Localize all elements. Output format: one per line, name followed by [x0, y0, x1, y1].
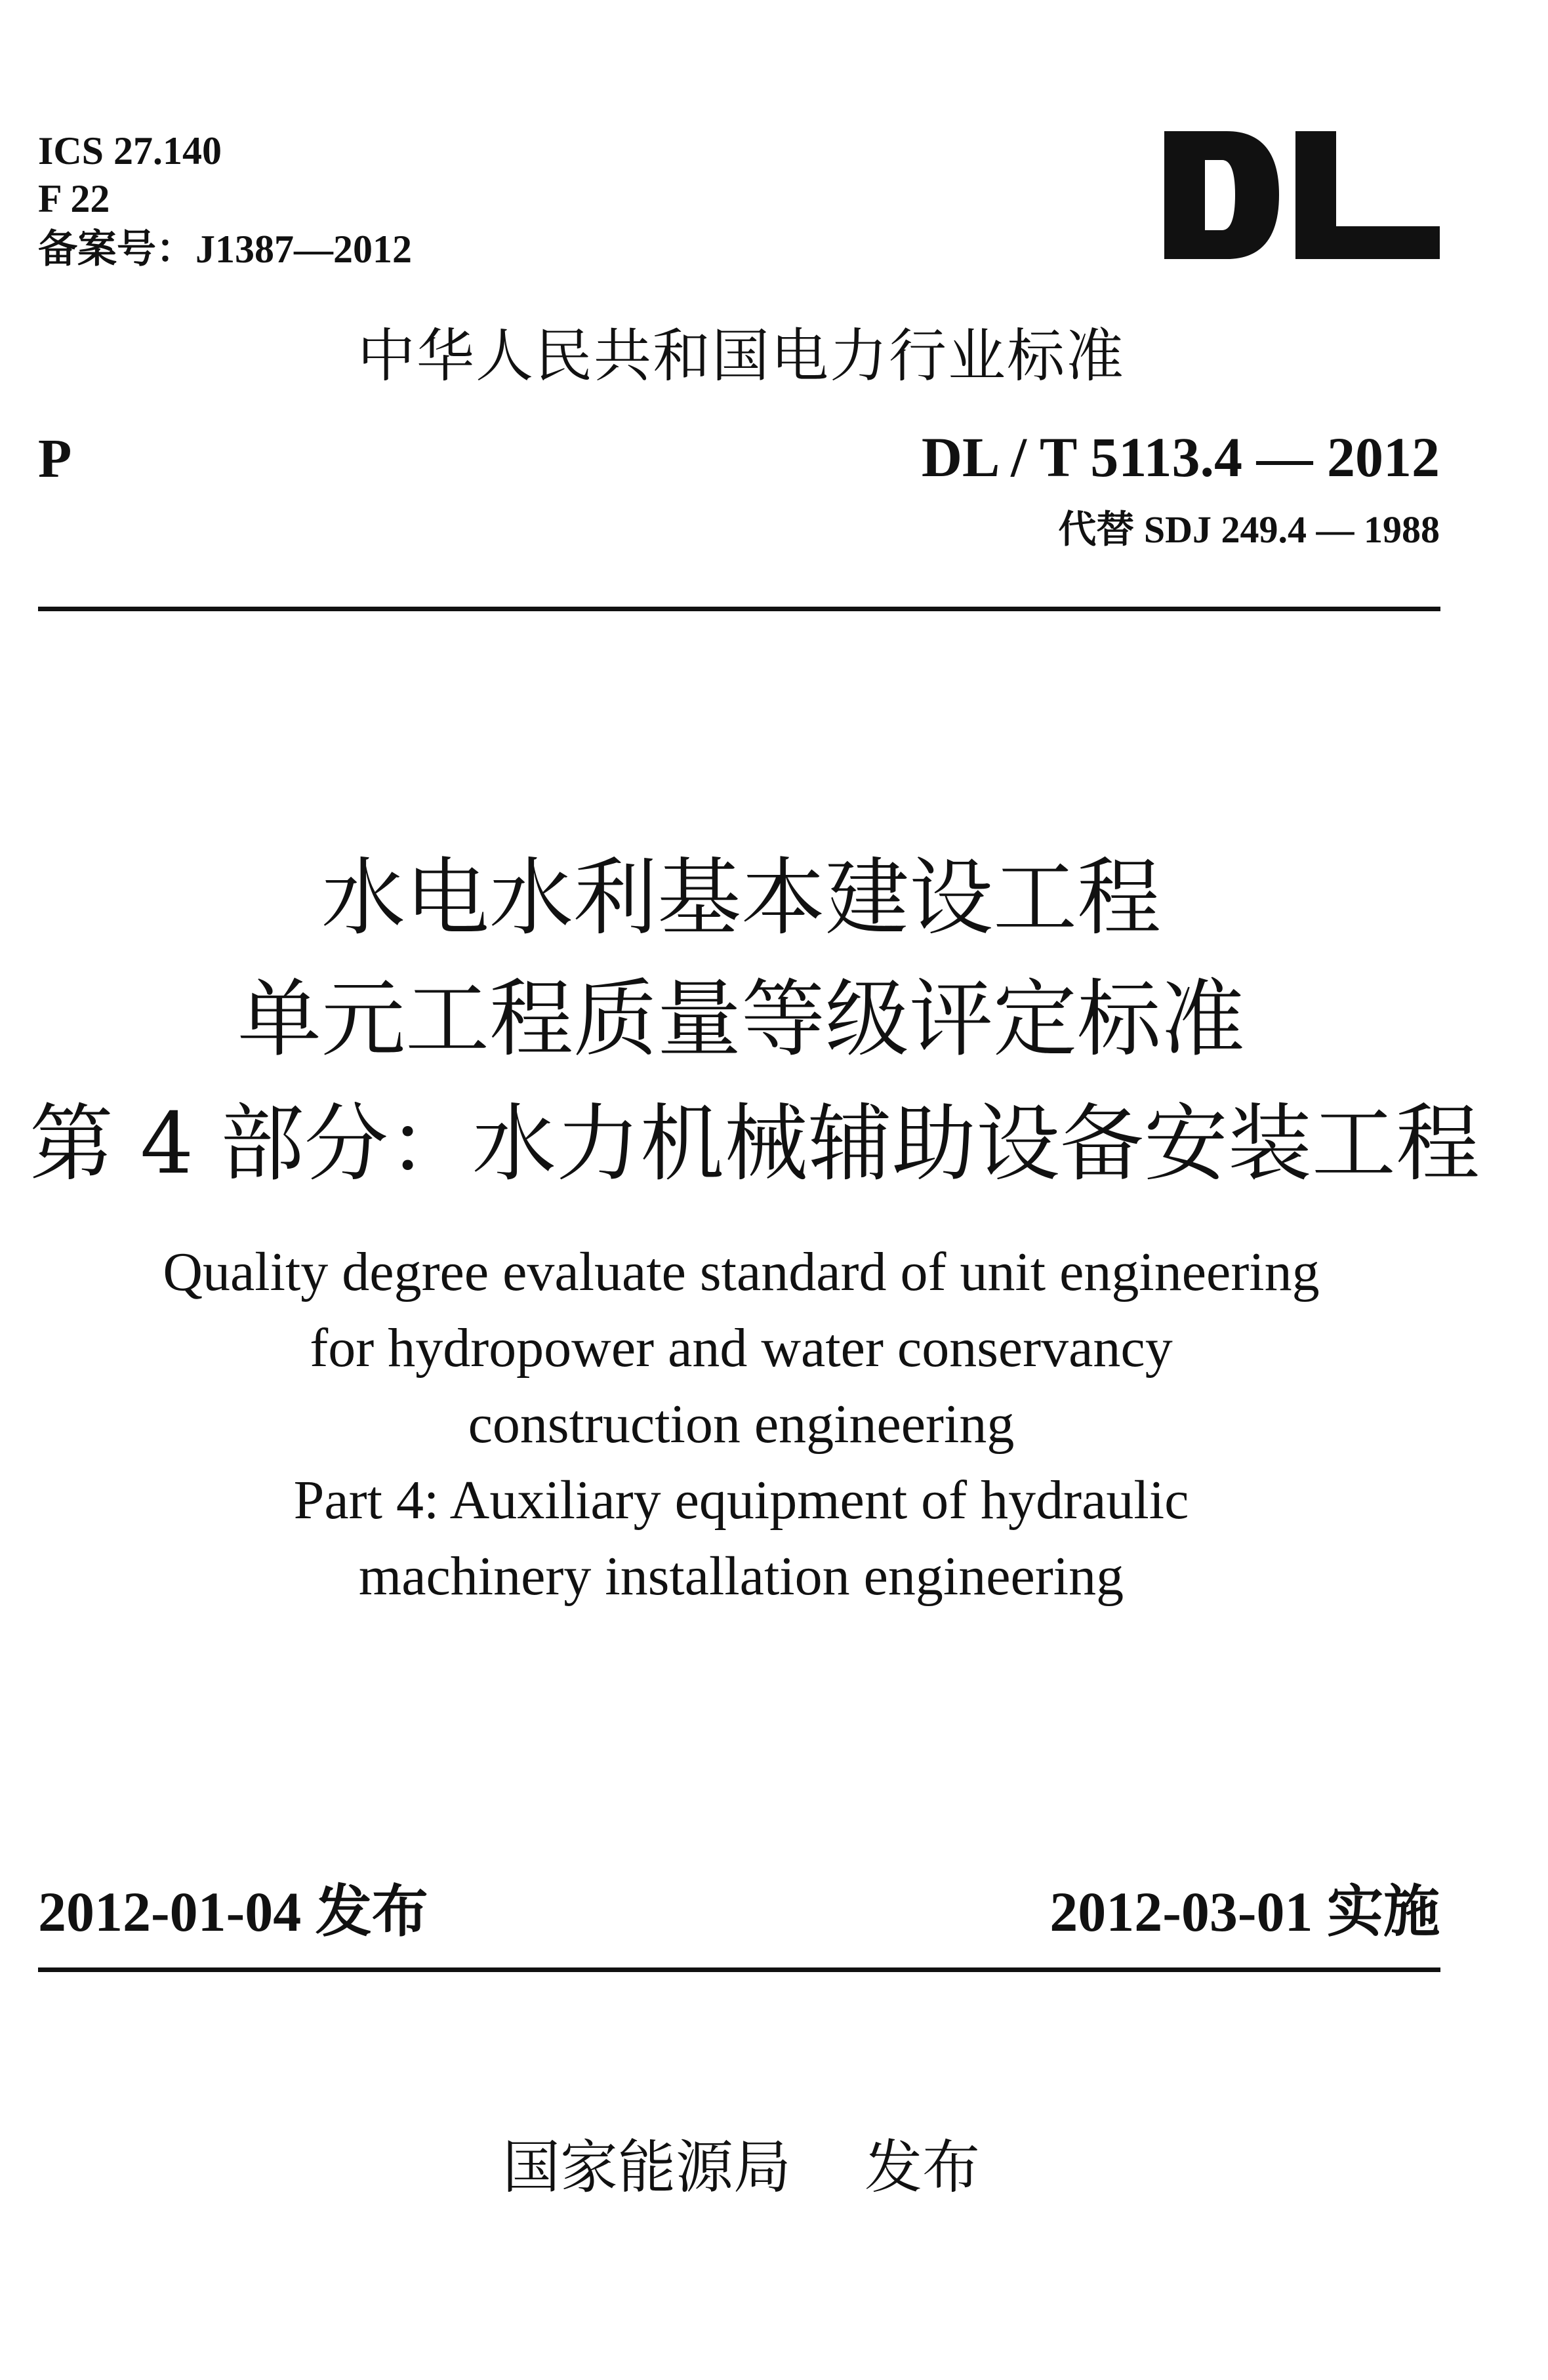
publisher: [0, 2131, 1482, 2204]
industry-standard-title: 中华人民共和国电力行业标准: [357, 322, 1125, 390]
implementation-date: [1049, 1876, 1440, 1948]
ccs-code: F 22: [38, 177, 110, 220]
title-zh-line-1: 水电水利基本建设工程: [321, 849, 1161, 947]
standard-number: DL / T 5113.4 — 2012: [921, 426, 1440, 489]
publisher-label: 发布: [864, 2133, 980, 2201]
bottom-divider: [38, 1967, 1440, 1972]
title-en-line-4: Part 4: Auxiliary equipment of hydraulic: [293, 1470, 1189, 1531]
dl-logo-icon: [1164, 131, 1440, 259]
title-en-line-1: Quality degree evaluate standard of unit engineering: [163, 1241, 1320, 1302]
replaces-standard: 代替 SDJ 249.4 — 1988: [1058, 508, 1440, 551]
issue-date-value: 2012-01-04: [38, 1880, 302, 1943]
title-en-line-3: construction engineering: [468, 1394, 1015, 1455]
category-code: P: [38, 428, 72, 489]
top-divider: [38, 607, 1440, 611]
title-en-line-2: for hydropower and water conservancy: [310, 1318, 1173, 1379]
filing-number: 备案号：J1387—2012: [38, 228, 412, 271]
implementation-date-label: 实施: [1327, 1879, 1440, 1945]
publisher-name: 国家能源局: [502, 2133, 792, 2201]
implementation-date-value: 2012-03-01: [1049, 1880, 1313, 1943]
issue-date-label: 发布: [315, 1879, 428, 1945]
title-zh-line-3: 第 4 部分：水力机械辅助设备安装工程: [30, 1095, 1480, 1193]
title-en-line-5: machinery installation engineering: [358, 1546, 1124, 1607]
ics-code: ICS 27.140: [38, 129, 222, 172]
title-zh-line-2: 单元工程质量等级评定标准: [237, 971, 1245, 1068]
issue-date: [38, 1876, 428, 1948]
